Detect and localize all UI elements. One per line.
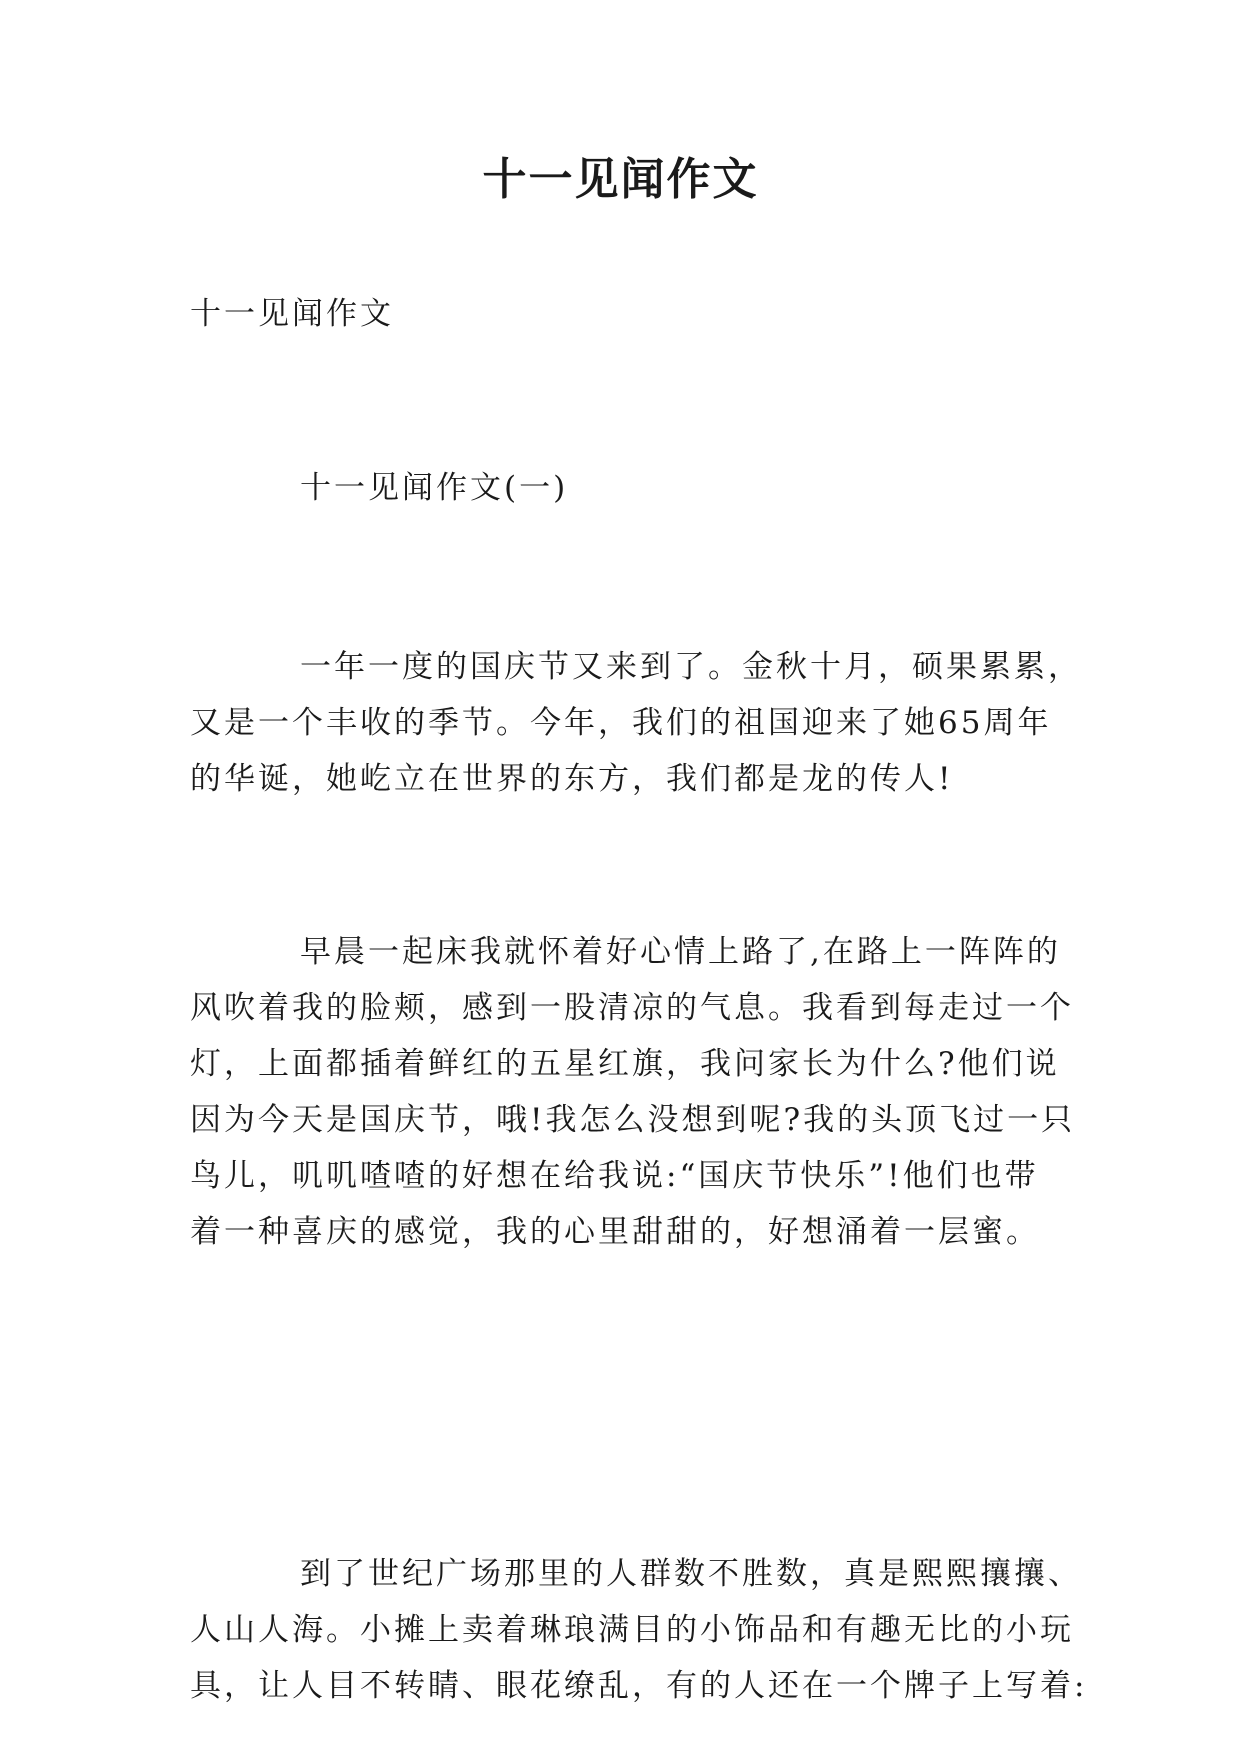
paragraph-line: 一年一度的国庆节又来到了。金秋十月，硕果累累， — [300, 649, 1082, 685]
paragraph-line: 因为今天是国庆节，哦!我怎么没想到呢?我的头顶飞过一只 — [190, 1102, 1076, 1138]
paragraph-line: 又是一个丰收的季节。今年，我们的祖国迎来了她65周年 — [190, 705, 1052, 741]
section-heading: 十一见闻作文(一) — [300, 470, 569, 506]
paragraph-line: 具，让人目不转睛、眼花缭乱，有的人还在一个牌子上写着: — [190, 1668, 1088, 1704]
paragraph-line: 到了世纪广场那里的人群数不胜数，真是熙熙攘攘、 — [300, 1556, 1082, 1592]
paragraph-line: 灯，上面都插着鲜红的五星红旗，我问家长为什么?他们说 — [190, 1046, 1060, 1082]
paragraph-line: 的华诞，她屹立在世界的东方，我们都是龙的传人! — [190, 761, 954, 797]
paragraph-line: 着一种喜庆的感觉，我的心里甜甜的，好想涌着一层蜜。 — [190, 1214, 1040, 1250]
paragraph-line: 人山人海。小摊上卖着琳琅满目的小饰品和有趣无比的小玩 — [190, 1612, 1074, 1648]
paragraph-2 — [190, 924, 1090, 1260]
paragraph-1 — [190, 639, 1090, 807]
paragraph-line: 早晨一起床我就怀着好心情上路了,在路上一阵阵的 — [300, 934, 1061, 970]
document-subtitle: 十一见闻作文 — [190, 296, 394, 332]
document-title: 十一见闻作文 — [482, 154, 759, 205]
paragraph-line: 鸟儿，叽叽喳喳的好想在给我说:“国庆节快乐”!他们也带 — [190, 1158, 1039, 1194]
paragraph-3 — [190, 1546, 1090, 1714]
paragraph-line: 风吹着我的脸颊，感到一股清凉的气息。我看到每走过一个 — [190, 990, 1074, 1026]
